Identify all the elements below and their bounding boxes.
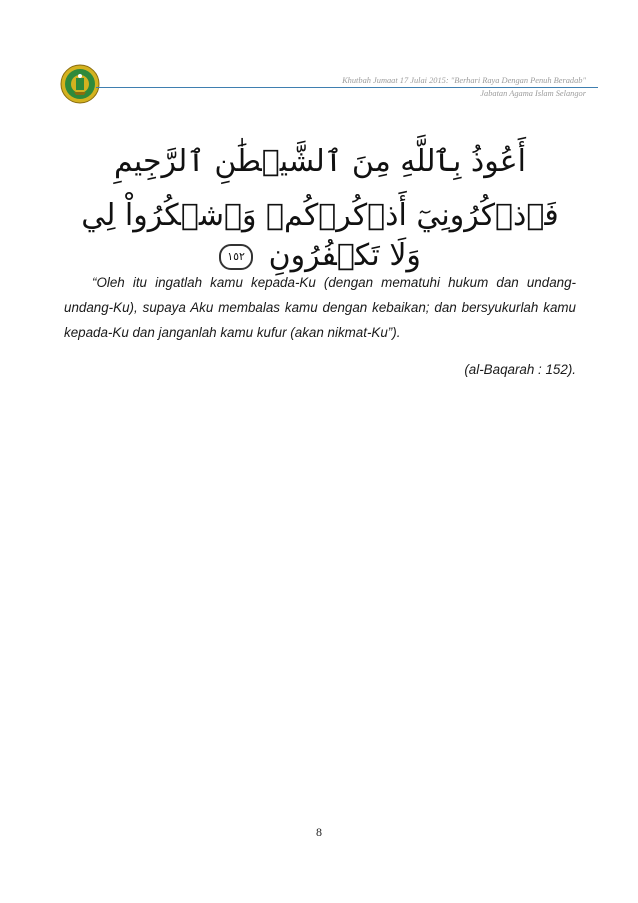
translation-paragraph: “Oleh itu ingatlah kamu kepada-Ku (dengan mematuhi hukum dan undang-undang-Ku), supaya Aku membalas kamu dengan kebaikan; dan bersyukurlah kamu kepada-Ku dan janganlah kamu kufur (akan nikmat-Ku”). bbox=[64, 275, 576, 340]
verse-citation: (al-Baqarah : 152). bbox=[464, 362, 576, 377]
verse-line bbox=[70, 196, 570, 276]
taawwudh-line: أَعُوذُ بِٱللَّهِ مِنَ ٱلشَّيۡطَٰنِ ٱلرَّجِيمِ bbox=[113, 144, 527, 179]
verse-number-marker: ١٥٢ bbox=[219, 244, 253, 270]
jais-emblem-icon bbox=[60, 64, 100, 104]
verse-text: فَٱذۡكُرُونِيٓ أَذۡكُرۡكُمۡ وَٱشۡكُرُواْ لِي وَلَا تَكۡفُرُونِ bbox=[81, 198, 559, 273]
header-title: Khutbah Jumaat 17 Julai 2015: "Berhari Raya Dengan Penuh Beradab" bbox=[342, 76, 586, 85]
header-rule bbox=[96, 87, 598, 88]
header-subtitle: Jabatan Agama Islam Selangor bbox=[480, 89, 586, 98]
page-number: 8 bbox=[316, 825, 322, 839]
